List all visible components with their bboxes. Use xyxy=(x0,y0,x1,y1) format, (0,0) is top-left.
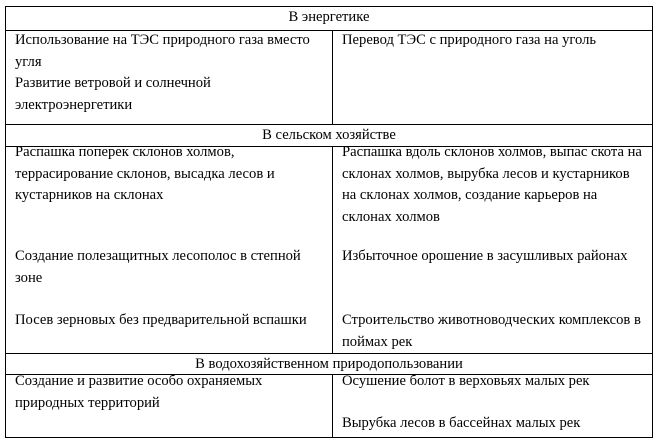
energy-positive-item: Развитие ветровой и солнечной электроэнергетики xyxy=(15,75,211,113)
water-positive-item: Создание и развитие особо охраняемых природных территорий xyxy=(15,373,263,411)
section-header-energy: В энергетике xyxy=(6,7,652,31)
agriculture-positive-item: Посев зерновых без предварительной вспашки xyxy=(15,312,307,328)
section-header-agriculture: В сельском хозяйстве xyxy=(6,124,652,147)
energy-negative-item: Перевод ТЭС с природного газа на уголь xyxy=(342,32,597,48)
energy-negative-cell xyxy=(333,30,652,52)
column-divider xyxy=(332,146,333,353)
agriculture-negative-item: Строительство животноводческих комплексов в поймах рек xyxy=(342,312,641,350)
energy-positive-cell xyxy=(6,30,332,116)
column-divider xyxy=(332,374,333,437)
agriculture-positive-item: Создание полезащитных лесополос в степной зоне xyxy=(15,248,301,286)
energy-positive-item: Использование на ТЭС природного газа вместо угля xyxy=(15,32,310,70)
water-negative-item: Осушение болот в верховьях малых рек xyxy=(342,373,590,389)
agriculture-negative-item: Распашка вдоль склонов холмов, выпас скота на склонах холмов, вырубка лесов и кустарников на склонах холмов, создание карьеров на склонах холмов xyxy=(342,144,642,225)
water-negative-item: Вырубка лесов в бассейнах малых рек xyxy=(342,415,581,431)
agriculture-negative-item: Избыточное орошение в засушливых районах xyxy=(342,248,628,264)
section-header-water: В водохозяйственном природопользовании xyxy=(6,353,652,375)
measures-table xyxy=(5,6,653,438)
agriculture-positive-item: Распашка поперек склонов холмов, террасирование склонов, высадка лесов и кустарников на склонах xyxy=(15,144,275,203)
water-positive-cell xyxy=(6,371,332,414)
